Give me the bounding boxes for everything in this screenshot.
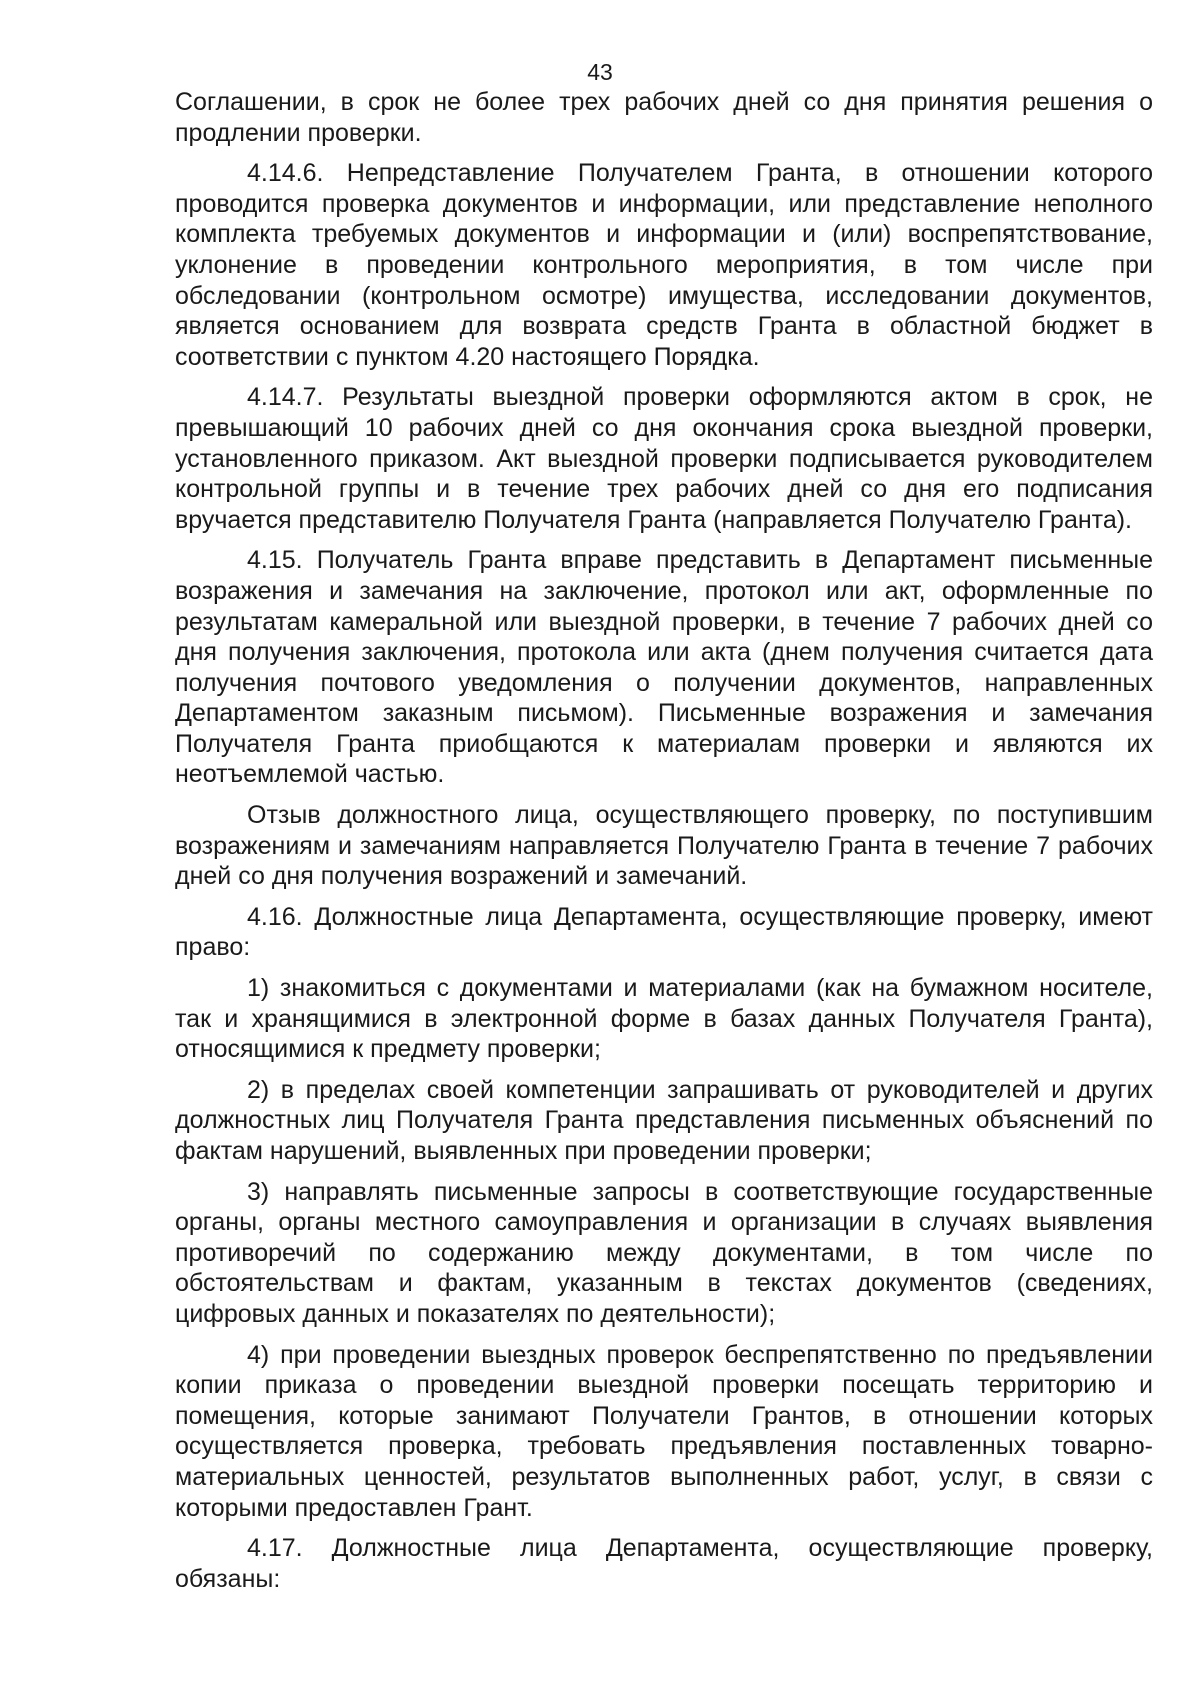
paragraph-4-14-7: 4.14.7. Результаты выездной проверки оформляются актом в срок, не превышающий 10 рабочих дней со дня окончания срока выездной проверки, установленного приказом. Акт выездной проверки подписывается руководителем контрольной группы и в течение трех рабочих дней со дня его подписания вручается представителю Получателя Гранта (направляется Получателю Гранта). [175, 383, 1153, 534]
paragraph-4-16: 4.16. Должностные лица Департамента, осуществляющие проверку, имеют право: [175, 902, 1153, 962]
paragraph-4-14-6: 4.14.6. Непредставление Получателем Гранта, в отношении которого проводится проверка документов и информации, или представление неполного комплекта требуемых документов и информации и (или) воспрепятствование, уклонение в проведении контрольного мероприятия, в том числе при обследовании (контрольном осмотре) имущества, исследовании документов, является основанием для возврата средств Гранта в областной бюджет в соответствии с пунктом 4.20 настоящего Порядка. [175, 159, 1153, 371]
list-item-1: 1) знакомиться с документами и материалами (как на бумажном носителе, так и хранящимися в электронной форме в базах данных Получателя Гранта), относящимися к предмету проверки; [175, 974, 1153, 1064]
document-body [175, 87, 1153, 1604]
list-item-3: 3) направлять письменные запросы в соответствующие государственные органы, органы местного самоуправления и организации в случаях выявления противоречий по содержанию между документами, в том числе по обстоятельствам и фактам, указанным в текстах документов (сведениях, цифровых данных и показателях по деятельности); [175, 1177, 1153, 1328]
paragraph-4-15: 4.15. Получатель Гранта вправе представить в Департамент письменные возражения и замечания на заключение, протокол или акт, оформленные по результатам камеральной или выездной проверки, в течение 7 рабочих дней со дня получения заключения, протокола или акта (днем получения считается дата получения почтового уведомления о получении документов, направленных Департаментом заказным письмом). Письменные возражения и замечания Получателя Гранта приобщаются к материалам проверки и являются их неотъемлемой частью. [175, 546, 1153, 789]
paragraph-review-response: Отзыв должностного лица, осуществляющего проверку, по поступившим возражениям и замечаниям направляется Получателю Гранта в течение 7 рабочих дней со дня получения возражений и замечаний. [175, 801, 1153, 891]
page-number: 43 [587, 59, 613, 85]
list-item-2: 2) в пределах своей компетенции запрашивать от руководителей и других должностных лиц Получателя Гранта представления письменных объяснений по фактам нарушений, выявленных при проведении проверки; [175, 1075, 1153, 1165]
paragraph-4-17: 4.17. Должностные лица Департамента, осуществляющие проверку, обязаны: [175, 1534, 1153, 1593]
list-item-4: 4) при проведении выездных проверок беспрепятственно по предъявлении копии приказа о проведении выездной проверки посещать территорию и помещения, которые занимают Получатели Грантов, в отношении которых осуществляется проверка, требовать предъявления поставленных товарно-материальных ценностей, результатов выполненных работ, услуг, в связи с которыми предоставлен Грант. [175, 1340, 1153, 1522]
paragraph-continuation: Соглашении, в срок не более трех рабочих дней со дня принятия решения о продлении проверки. [175, 88, 1153, 147]
